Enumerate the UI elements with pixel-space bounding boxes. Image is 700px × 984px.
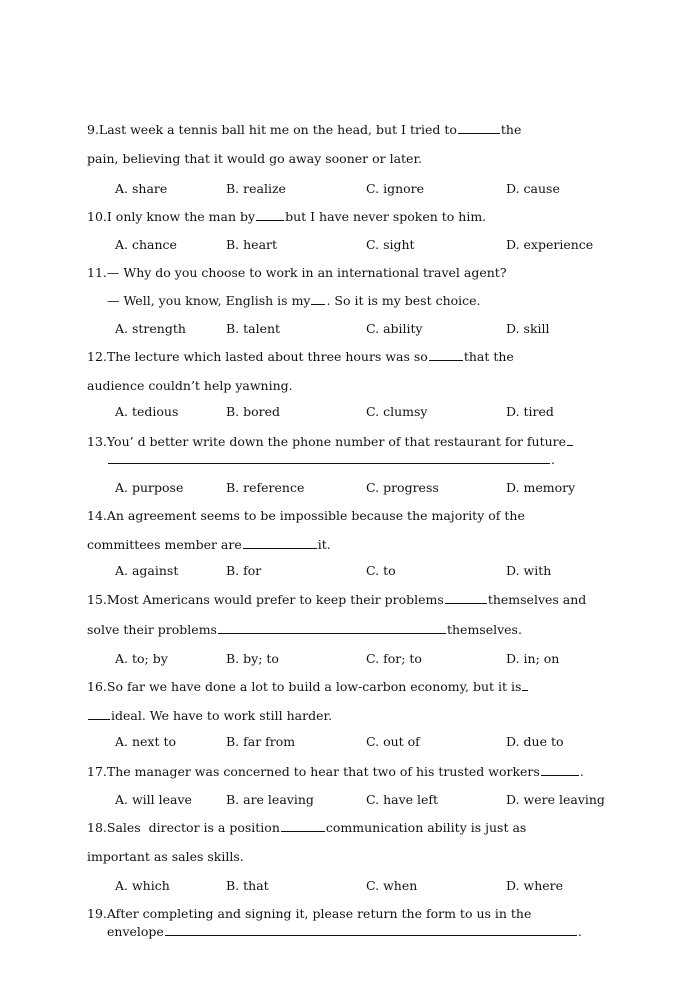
question-10-line-1 [87, 209, 486, 224]
option-b[interactable]: B. reference [226, 480, 305, 495]
question-text: 13.You’ d better write down the phone number of that restaurant for future [87, 434, 567, 449]
option-c[interactable]: C. ability [366, 321, 423, 336]
question-text: 16.So far we have done a lot to build a low-carbon economy, but it is [87, 679, 522, 694]
option-d[interactable]: D. experience [506, 237, 594, 252]
option-c[interactable]: C. progress [366, 480, 439, 495]
option-c[interactable]: C. sight [366, 237, 415, 252]
question-11-line-2 [107, 293, 481, 308]
question-16-options [115, 734, 635, 750]
question-9-line-2: pain, believing that it would go away sooner or later. [87, 151, 423, 166]
question-text: themselves. [446, 622, 522, 637]
question-text: . So it is my best choice. [326, 293, 481, 308]
option-a[interactable]: A. next to [115, 734, 177, 749]
question-text: themselves and [487, 592, 587, 607]
option-c[interactable]: C. have left [366, 792, 439, 807]
answer-blank [165, 924, 577, 936]
option-d[interactable]: D. were leaving [506, 792, 605, 807]
question-text: . [579, 764, 584, 779]
question-18-line-1 [87, 820, 526, 835]
answer-blank [429, 349, 463, 361]
option-d[interactable]: D. cause [506, 181, 560, 196]
option-c[interactable]: C. when [366, 878, 418, 893]
option-c[interactable]: C. ignore [366, 181, 425, 196]
question-16-line-1 [87, 679, 529, 694]
question-text: 12.The lecture which lasted about three hours was so [87, 349, 428, 364]
question-14-options [115, 563, 635, 579]
answer-blank [243, 537, 317, 549]
question-15-line-1 [87, 592, 586, 607]
answer-blank [541, 764, 579, 776]
option-c[interactable]: C. clumsy [366, 404, 428, 419]
option-d[interactable]: D. in; on [506, 651, 560, 666]
question-11-line-1: 11.— Why do you choose to work in an international travel agent? [87, 265, 507, 280]
answer-blank [522, 679, 528, 691]
question-text: committees member are [87, 537, 242, 552]
answer-blank [108, 452, 550, 464]
option-a[interactable]: A. will leave [115, 792, 192, 807]
question-18-options [115, 878, 635, 894]
option-a[interactable]: A. against [115, 563, 179, 578]
option-b[interactable]: B. talent [226, 321, 281, 336]
question-9-options [115, 181, 635, 197]
question-text: envelope [107, 924, 164, 939]
answer-blank [88, 708, 110, 720]
option-d[interactable]: D. memory [506, 480, 576, 495]
option-d[interactable]: D. skill [506, 321, 550, 336]
option-d[interactable]: D. where [506, 878, 564, 893]
question-text: 15.Most Americans would prefer to keep their problems [87, 592, 444, 607]
answer-blank [281, 820, 325, 832]
question-text: ideal. We have to work still harder. [111, 708, 333, 723]
question-13-line-2 [107, 452, 555, 467]
answer-blank [445, 592, 487, 604]
option-b[interactable]: B. realize [226, 181, 286, 196]
question-13-line-1 [87, 434, 574, 449]
question-18-line-2: important as sales skills. [87, 849, 244, 864]
answer-blank [256, 209, 284, 221]
question-text: it. [317, 537, 331, 552]
question-text: 9.Last week a tennis ball hit me on the head, but I tried to [87, 122, 457, 137]
question-text: that the [463, 349, 514, 364]
question-13-options [115, 480, 635, 496]
question-text: — Well, you know, English is my [107, 293, 311, 308]
option-c[interactable]: C. out of [366, 734, 420, 749]
question-12-options [115, 404, 635, 420]
question-16-line-2 [87, 708, 332, 723]
question-14-line-1: 14.An agreement seems to be impossible because the majority of the [87, 508, 525, 523]
question-11-options [115, 321, 635, 337]
question-15-line-2 [87, 622, 522, 637]
option-b[interactable]: B. far from [226, 734, 296, 749]
option-d[interactable]: D. tired [506, 404, 554, 419]
question-text: solve their problems [87, 622, 217, 637]
option-a[interactable]: A. which [115, 878, 170, 893]
question-19-line-1: 19.After completing and signing it, please return the form to us in the [87, 906, 532, 921]
option-a[interactable]: A. strength [115, 321, 186, 336]
question-10-options [115, 237, 635, 253]
answer-blank [311, 293, 325, 305]
option-d[interactable]: D. with [506, 563, 552, 578]
option-b[interactable]: B. heart [226, 237, 278, 252]
question-text: . [577, 924, 582, 939]
question-text: . [551, 452, 555, 467]
question-text: 18.Sales director is a position [87, 820, 280, 835]
question-text: 10.I only know the man by [87, 209, 256, 224]
option-c[interactable]: C. to [366, 563, 396, 578]
question-17-options [115, 792, 635, 808]
option-a[interactable]: A. to; by [115, 651, 168, 666]
option-a[interactable]: A. purpose [115, 480, 184, 495]
option-d[interactable]: D. due to [506, 734, 564, 749]
question-text: 17.The manager was concerned to hear that two of his trusted workers [87, 764, 540, 779]
question-9-line-1 [87, 122, 521, 137]
question-text: but I have never spoken to him. [285, 209, 487, 224]
option-b[interactable]: B. that [226, 878, 269, 893]
question-12-line-2: audience couldn’t help yawning. [87, 378, 293, 393]
option-b[interactable]: B. for [226, 563, 262, 578]
option-a[interactable]: A. chance [115, 237, 177, 252]
option-c[interactable]: C. for; to [366, 651, 422, 666]
question-15-options [115, 651, 635, 667]
question-text: the [500, 122, 522, 137]
question-17-line-1 [87, 764, 584, 779]
option-b[interactable]: B. bored [226, 404, 281, 419]
option-b[interactable]: B. are leaving [226, 792, 314, 807]
answer-blank [458, 122, 500, 134]
option-b[interactable]: B. by; to [226, 651, 279, 666]
question-12-line-1 [87, 349, 514, 364]
answer-blank [567, 434, 573, 446]
option-a[interactable]: A. tedious [115, 404, 179, 419]
question-14-line-2 [87, 537, 331, 552]
question-19-line-2 [107, 924, 582, 939]
question-text: communication ability is just as [325, 820, 527, 835]
option-a[interactable]: A. share [115, 181, 168, 196]
answer-blank [218, 622, 446, 634]
